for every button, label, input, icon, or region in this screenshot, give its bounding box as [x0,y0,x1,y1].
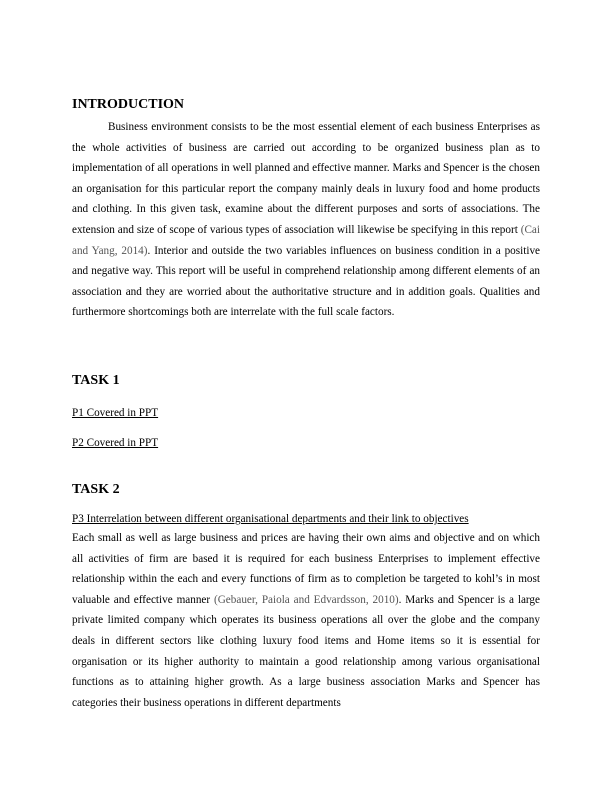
introduction-text-part-1: Business environment consists to be the most essential element of each business Enterprises as the whole activities of business are carried out according to be organized business plan as to implementation of all operations in well planned and effective manner. Marks and Spencer is the chosen an organisation for this particular report the company mainly deals in luxury food and home products and clothing. In this given task, examine about the different purposes and sorts of associations. The extension and size of scope of various types of association will likewise be specifying in this report [72,121,540,236]
task2-heading: TASK 2 [72,482,120,497]
task2-text-part-1: Each small as well as large business and prices are having their own aims and objective and on which all activities of firm are based it is required for each business Enterprises to implement effective relationship within the each and every functions of firm as to completion be targeted to kohl’s in most valuable and effective manner [72,532,540,606]
introduction-heading: INTRODUCTION [72,97,185,112]
task2-text-part-2: . Marks and Spencer is a large private limited company which operates its business operations all over the globe and the company deals in different sectors like clothing luxury food items and Home items so it is essential for organisation or its higher authority to maintain a good relationship among various organisational functions as to attaining higher growth. As a large business association Marks and Spencer has categories their business operations in different departments [72,593,540,709]
task2-paragraph [72,528,540,713]
introduction-text-part-2: . Interior and outside the two variables influences on business condition in a positive and negative way. This report will be useful in comprehend relationship among different elements of an association and they are worried about the authoritative structure and in addition goals. Qualities and furthermore shortcomings both are interrelate with the full scale factors. [72,244,541,319]
task1-p2-link[interactable]: P2 Covered in PPT [72,437,159,449]
task1-heading: TASK 1 [72,373,120,388]
task2-p3-title: P3 Interrelation between different organisational departments and their link to objectives [72,513,469,525]
introduction-citation: (Cai and Yang, 2014) [72,223,540,257]
introduction-paragraph [72,117,540,323]
task2-citation: (Gebauer, Paiola and Edvardsson, 2010) [213,593,399,606]
task1-p1-link[interactable]: P1 Covered in PPT [72,407,159,419]
